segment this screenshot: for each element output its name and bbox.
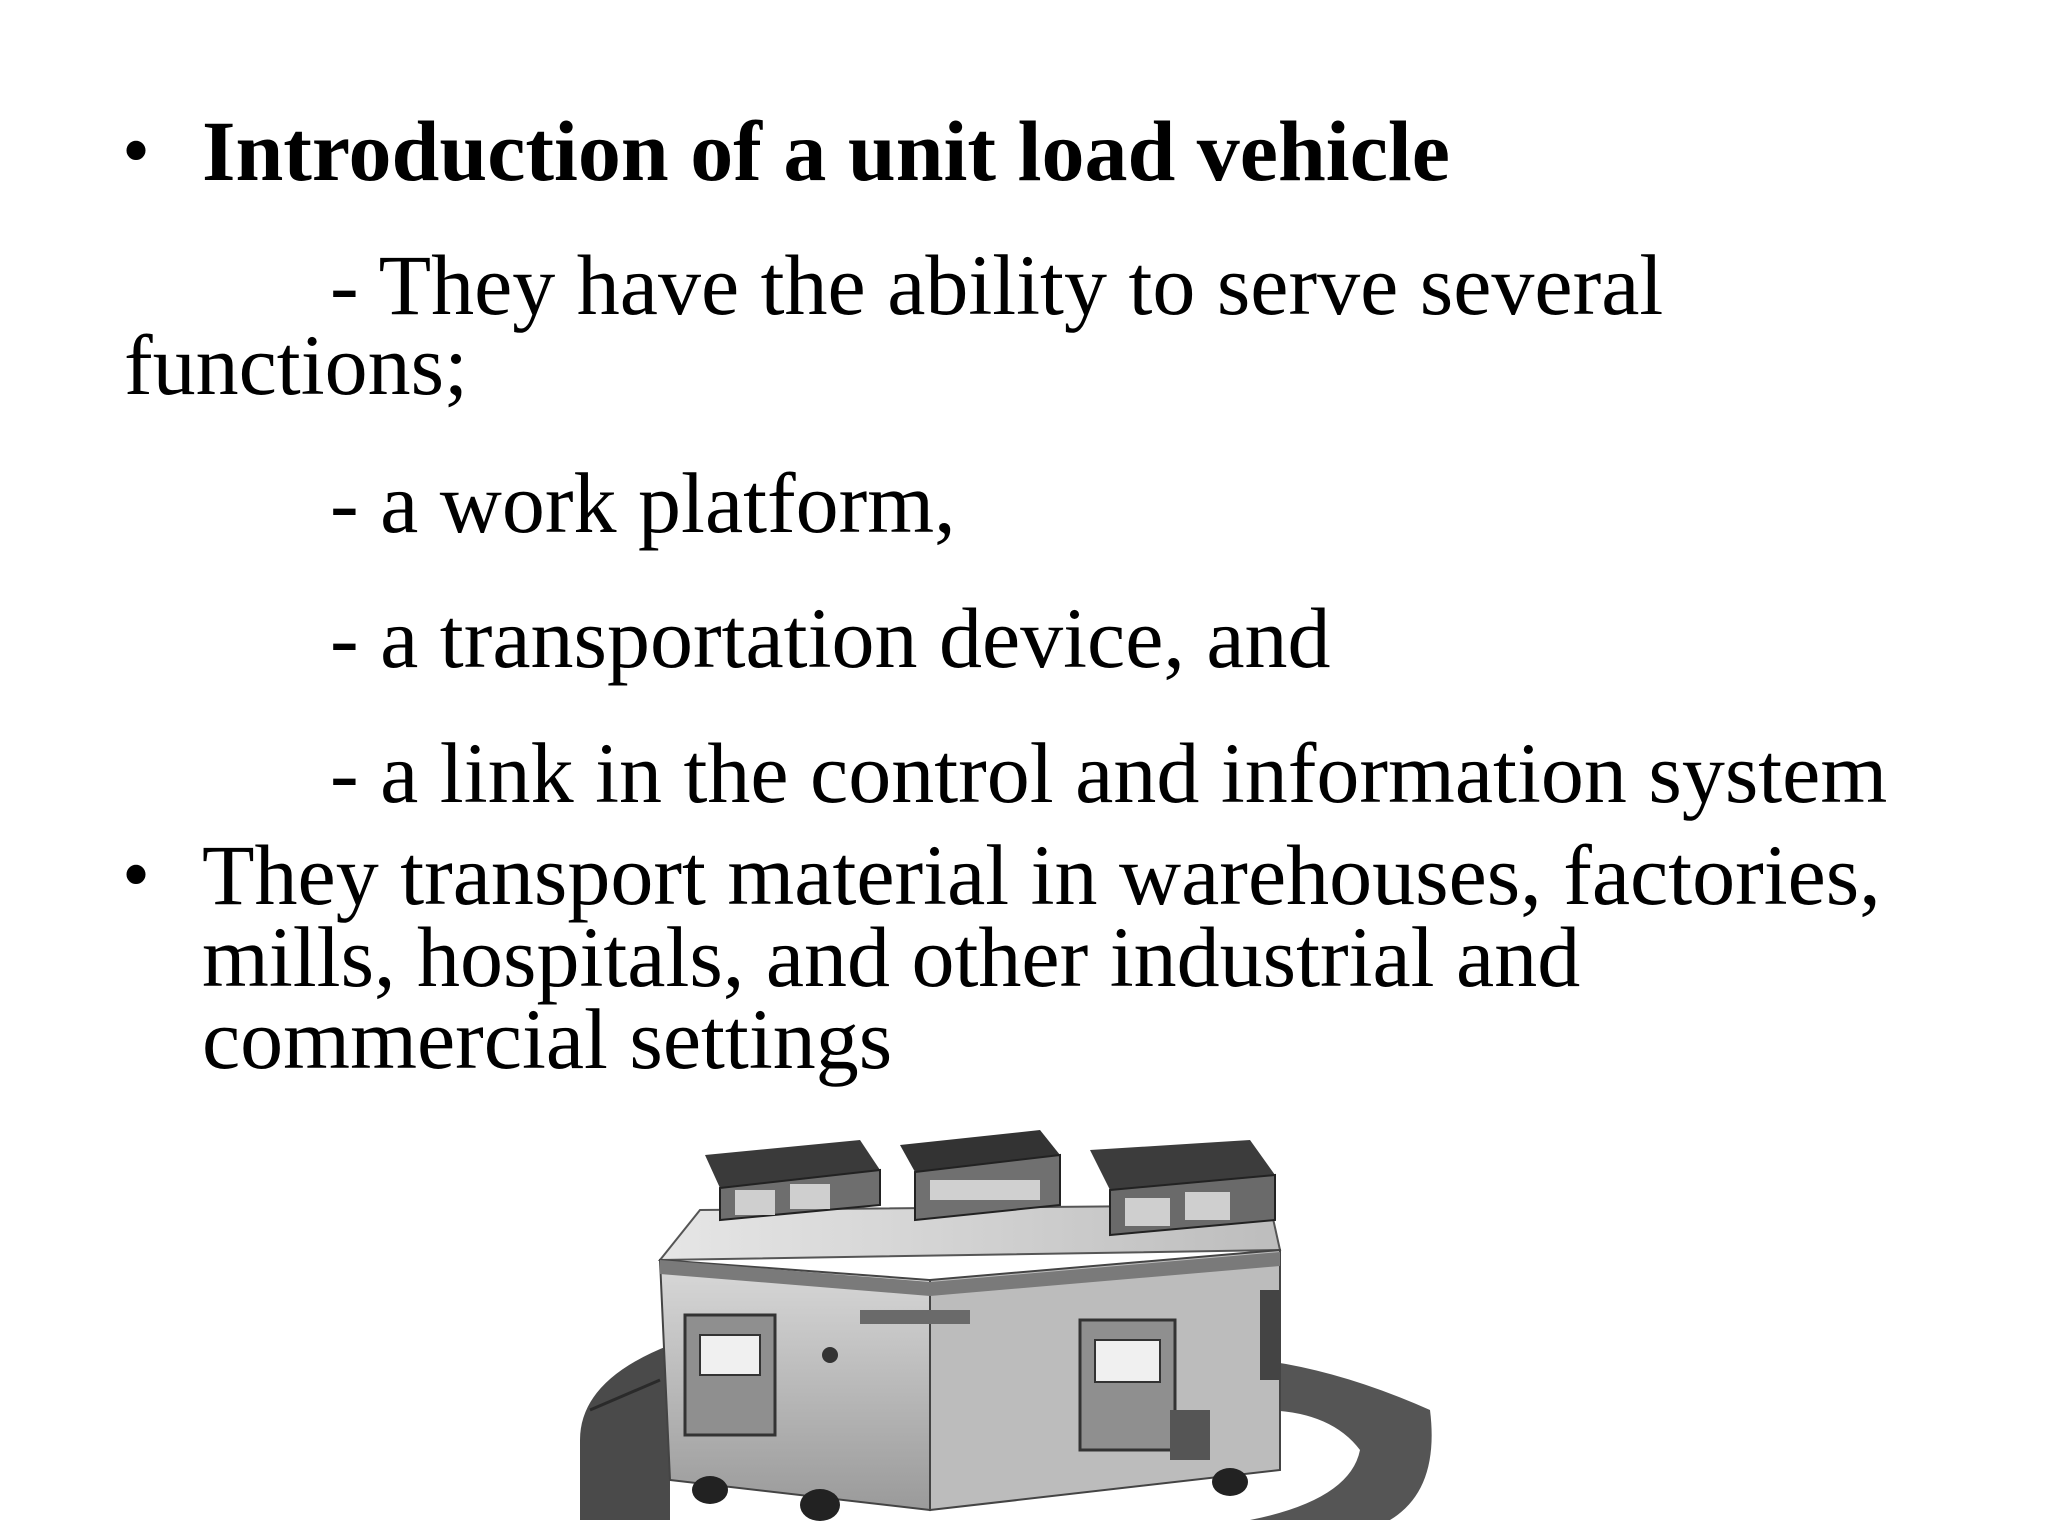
bullet-marker: • — [122, 107, 151, 195]
bullet-marker: • — [122, 831, 151, 919]
wheel — [1212, 1468, 1248, 1496]
wheel — [692, 1476, 728, 1504]
function-item: - a work platform, — [330, 455, 956, 551]
function-item: - a link in the control and information system — [330, 725, 1888, 821]
bullet-text-line: mills, hospitals, and other industrial and — [202, 909, 1581, 1005]
wheel — [800, 1489, 840, 1521]
bullet-text-line: commercial settings — [202, 991, 893, 1087]
functions-intro-line: - They have the ability to serve several — [330, 237, 1664, 333]
roller-deck-center — [900, 1130, 1060, 1220]
functions-intro-line: functions; — [124, 317, 468, 413]
unit-load-vehicle-photo — [560, 1110, 1450, 1530]
bullet-text-line: They transport material in warehouses, factories, — [202, 827, 1881, 923]
roller-deck-right — [1090, 1140, 1275, 1235]
slide-heading: Introduction of a unit load vehicle — [202, 103, 1450, 199]
roller-deck-left — [705, 1140, 880, 1220]
bumper-left — [580, 1345, 670, 1520]
function-item: - a transportation device, and — [330, 590, 1331, 686]
